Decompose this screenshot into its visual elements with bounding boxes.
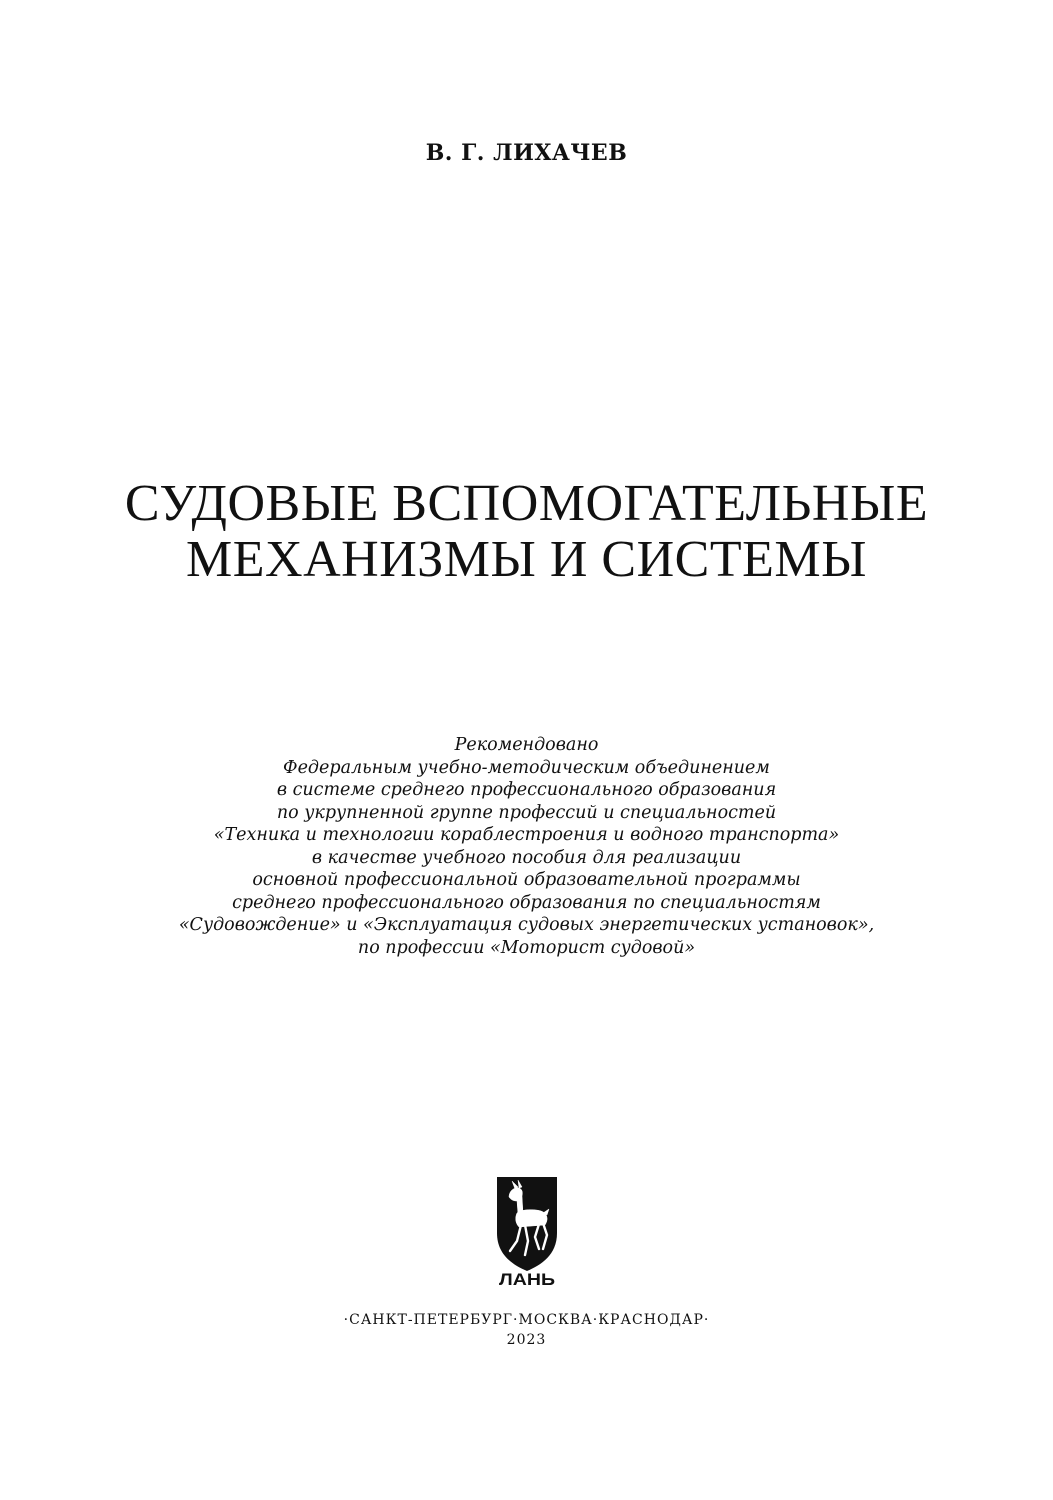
book-title — [0, 476, 1053, 588]
recommendation-line-5: «Техника и технологии кораблестроения и водного транспорта» — [213, 825, 840, 845]
recommendation-line-10: по профессии «Моторист судовой» — [357, 937, 696, 958]
publisher-cities: ·САНКТ-ПЕТЕРБУРГ·МОСКВА·КРАСНОДАР· — [343, 1312, 710, 1328]
recommendation-line-2: Федеральным учебно-методическим объединением — [283, 757, 770, 778]
publication-year: 2023 — [506, 1332, 547, 1348]
recommendation-line-1: Рекомендовано — [454, 735, 599, 755]
publisher-logo — [495, 1175, 559, 1287]
recommendation-line-4: по укрупненной группе профессий и специальностей — [276, 802, 777, 823]
recommendation-line-6: в качестве учебного пособия для реализации — [311, 847, 742, 868]
recommendation-line-7: основной профессиональной образовательной программы — [252, 870, 801, 890]
author-name: В. Г. ЛИХАЧЕВ — [425, 140, 628, 166]
book-title-line-2: МЕХАНИЗМЫ И СИСТЕМЫ — [186, 531, 867, 588]
publisher-logo-text: ЛАНЬ — [499, 1270, 555, 1287]
recommendation-text — [0, 734, 1053, 959]
book-title-line-1: СУДОВЫЕ ВСПОМОГАТЕЛЬНЫЕ — [124, 475, 929, 532]
recommendation-line-8: среднего профессионального образования по специальностям — [232, 892, 821, 913]
recommendation-line-9: «Судовождение» и «Эксплуатация судовых энергетических установок», — [178, 915, 875, 935]
recommendation-line-3: в системе среднего профессионального образования — [276, 780, 777, 800]
